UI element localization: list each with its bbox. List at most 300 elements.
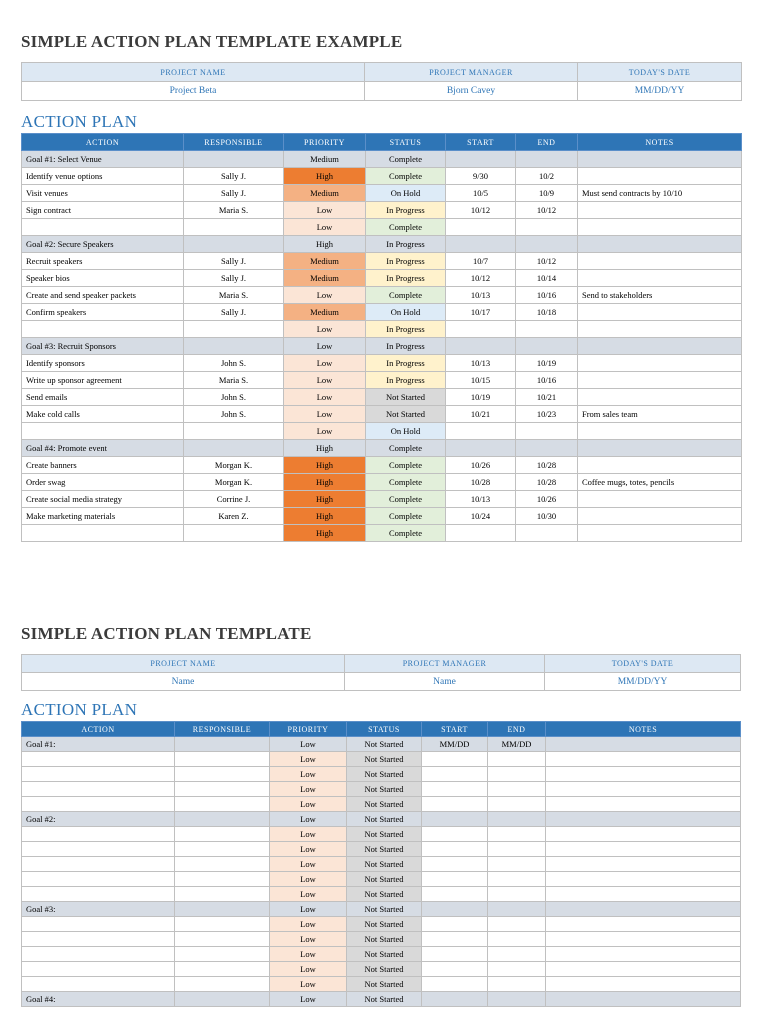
project-name-value[interactable]: Name — [22, 673, 345, 691]
action-cell[interactable] — [22, 423, 184, 440]
status-cell[interactable]: Not Started — [347, 752, 422, 767]
notes-cell[interactable] — [546, 977, 741, 992]
action-cell[interactable] — [22, 947, 175, 962]
priority-cell[interactable]: Medium — [284, 151, 366, 168]
priority-cell[interactable]: Low — [270, 887, 347, 902]
status-cell[interactable]: Complete — [366, 491, 446, 508]
status-cell[interactable]: Complete — [366, 151, 446, 168]
notes-cell[interactable] — [578, 491, 742, 508]
action-cell[interactable]: Goal #3: — [22, 902, 175, 917]
action-cell[interactable]: Create banners — [22, 457, 184, 474]
priority-cell[interactable]: Low — [270, 842, 347, 857]
start-cell[interactable] — [446, 525, 516, 542]
action-cell[interactable] — [22, 962, 175, 977]
start-cell[interactable]: 10/15 — [446, 372, 516, 389]
priority-cell[interactable]: Low — [284, 287, 366, 304]
status-cell[interactable]: Complete — [366, 508, 446, 525]
table-row — [22, 827, 741, 842]
responsible-cell[interactable]: Sally J. — [184, 253, 284, 270]
responsible-cell[interactable] — [175, 992, 270, 1007]
table-row — [22, 947, 741, 962]
notes-cell[interactable]: Coffee mugs, totes, pencils — [578, 474, 742, 491]
status-cell[interactable]: On Hold — [366, 304, 446, 321]
end-cell[interactable]: MM/DD — [488, 737, 546, 752]
end-cell[interactable] — [488, 992, 546, 1007]
responsible-cell[interactable] — [175, 812, 270, 827]
status-cell[interactable]: On Hold — [366, 185, 446, 202]
status-cell[interactable]: In Progress — [366, 202, 446, 219]
end-cell[interactable]: 10/23 — [516, 406, 578, 423]
action-cell[interactable] — [22, 842, 175, 857]
status-cell[interactable]: Not Started — [347, 872, 422, 887]
end-cell[interactable]: 10/18 — [516, 304, 578, 321]
status-cell[interactable]: Not Started — [347, 767, 422, 782]
end-cell[interactable]: 10/14 — [516, 270, 578, 287]
action-cell[interactable]: Goal #2: — [22, 812, 175, 827]
start-cell[interactable]: 10/12 — [446, 270, 516, 287]
end-cell[interactable] — [488, 827, 546, 842]
responsible-cell[interactable] — [184, 338, 284, 355]
notes-cell[interactable] — [546, 992, 741, 1007]
notes-cell[interactable]: From sales team — [578, 406, 742, 423]
responsible-cell[interactable]: Maria S. — [184, 202, 284, 219]
end-cell[interactable] — [488, 977, 546, 992]
date-value[interactable]: MM/DD/YY — [545, 673, 741, 691]
status-cell[interactable]: Not Started — [347, 812, 422, 827]
responsible-cell[interactable] — [175, 932, 270, 947]
end-cell[interactable] — [488, 767, 546, 782]
status-cell[interactable]: In Progress — [366, 355, 446, 372]
notes-cell[interactable] — [546, 872, 741, 887]
action-cell[interactable]: Write up sponsor agreement — [22, 372, 184, 389]
action-cell[interactable]: Make cold calls — [22, 406, 184, 423]
start-cell[interactable]: 10/17 — [446, 304, 516, 321]
responsible-cell[interactable]: Sally J. — [184, 270, 284, 287]
table-row — [22, 372, 742, 389]
start-cell[interactable]: 10/19 — [446, 389, 516, 406]
start-cell[interactable] — [422, 857, 488, 872]
responsible-cell[interactable] — [175, 947, 270, 962]
notes-cell[interactable] — [578, 355, 742, 372]
priority-cell[interactable]: Low — [270, 782, 347, 797]
status-cell[interactable]: In Progress — [366, 338, 446, 355]
start-cell[interactable] — [422, 962, 488, 977]
status-cell[interactable]: Not Started — [366, 406, 446, 423]
end-cell[interactable] — [488, 917, 546, 932]
priority-cell[interactable]: Medium — [284, 185, 366, 202]
notes-cell[interactable]: Send to stakeholders — [578, 287, 742, 304]
start-cell[interactable] — [422, 842, 488, 857]
priority-cell[interactable]: High — [284, 525, 366, 542]
end-cell[interactable] — [488, 842, 546, 857]
start-cell[interactable] — [422, 992, 488, 1007]
action-cell[interactable]: Goal #4: Promote event — [22, 440, 184, 457]
responsible-cell[interactable]: Sally J. — [184, 304, 284, 321]
notes-cell[interactable] — [546, 767, 741, 782]
action-cell[interactable]: Goal #4: — [22, 992, 175, 1007]
end-cell[interactable] — [488, 947, 546, 962]
start-cell[interactable]: 10/13 — [446, 491, 516, 508]
priority-cell[interactable]: Low — [284, 202, 366, 219]
priority-cell[interactable]: Low — [270, 902, 347, 917]
notes-cell[interactable] — [546, 902, 741, 917]
priority-cell[interactable]: Low — [284, 372, 366, 389]
end-cell[interactable] — [516, 440, 578, 457]
end-cell[interactable] — [516, 219, 578, 236]
responsible-cell[interactable] — [175, 917, 270, 932]
action-cell[interactable]: Recruit speakers — [22, 253, 184, 270]
action-cell[interactable] — [22, 782, 175, 797]
priority-cell[interactable]: Low — [270, 992, 347, 1007]
priority-cell[interactable]: High — [284, 474, 366, 491]
responsible-cell[interactable] — [175, 977, 270, 992]
notes-cell[interactable] — [546, 797, 741, 812]
responsible-cell[interactable] — [175, 842, 270, 857]
responsible-cell[interactable] — [175, 962, 270, 977]
notes-cell[interactable] — [578, 151, 742, 168]
end-cell[interactable] — [516, 525, 578, 542]
notes-cell[interactable] — [578, 338, 742, 355]
status-cell[interactable]: Not Started — [347, 887, 422, 902]
action-cell[interactable] — [22, 752, 175, 767]
status-cell[interactable]: Complete — [366, 525, 446, 542]
notes-cell[interactable] — [578, 372, 742, 389]
end-cell[interactable] — [488, 887, 546, 902]
status-cell[interactable]: Not Started — [347, 827, 422, 842]
action-cell[interactable] — [22, 872, 175, 887]
start-cell[interactable] — [422, 767, 488, 782]
action-cell[interactable] — [22, 525, 184, 542]
priority-cell[interactable]: Low — [284, 406, 366, 423]
responsible-cell[interactable] — [184, 321, 284, 338]
start-cell[interactable] — [446, 151, 516, 168]
project-name-value[interactable]: Project Beta — [22, 82, 365, 101]
end-cell[interactable]: 10/26 — [516, 491, 578, 508]
start-cell[interactable]: 10/24 — [446, 508, 516, 525]
notes-cell[interactable] — [578, 304, 742, 321]
responsible-cell[interactable] — [175, 872, 270, 887]
start-cell[interactable] — [422, 947, 488, 962]
notes-cell[interactable] — [578, 321, 742, 338]
responsible-cell[interactable]: John S. — [184, 406, 284, 423]
start-cell[interactable] — [422, 812, 488, 827]
responsible-cell[interactable]: Morgan K. — [184, 474, 284, 491]
responsible-cell[interactable] — [175, 797, 270, 812]
status-cell[interactable]: Not Started — [347, 962, 422, 977]
responsible-cell[interactable] — [175, 902, 270, 917]
priority-cell[interactable]: High — [284, 508, 366, 525]
date-value[interactable]: MM/DD/YY — [578, 82, 742, 101]
responsible-cell[interactable]: Maria S. — [184, 287, 284, 304]
end-cell[interactable]: 10/12 — [516, 202, 578, 219]
priority-cell[interactable]: Low — [270, 962, 347, 977]
end-cell[interactable] — [488, 962, 546, 977]
start-cell[interactable]: 10/13 — [446, 287, 516, 304]
start-cell[interactable] — [422, 797, 488, 812]
action-cell[interactable]: Goal #2: Secure Speakers — [22, 236, 184, 253]
start-cell[interactable] — [446, 236, 516, 253]
responsible-cell[interactable] — [184, 151, 284, 168]
priority-cell[interactable]: Low — [270, 917, 347, 932]
priority-cell[interactable]: Low — [270, 797, 347, 812]
end-cell[interactable]: 10/16 — [516, 372, 578, 389]
priority-cell[interactable]: Low — [270, 947, 347, 962]
start-cell[interactable] — [422, 827, 488, 842]
action-cell[interactable]: Speaker bios — [22, 270, 184, 287]
notes-cell[interactable]: Must send contracts by 10/10 — [578, 185, 742, 202]
table-row — [22, 917, 741, 932]
end-cell[interactable]: 10/19 — [516, 355, 578, 372]
notes-cell[interactable] — [578, 253, 742, 270]
start-cell[interactable]: 10/7 — [446, 253, 516, 270]
priority-cell[interactable]: High — [284, 440, 366, 457]
priority-cell[interactable]: Low — [284, 355, 366, 372]
priority-cell[interactable]: Low — [270, 872, 347, 887]
notes-cell[interactable] — [546, 932, 741, 947]
status-cell[interactable]: On Hold — [366, 423, 446, 440]
action-cell[interactable] — [22, 857, 175, 872]
status-cell[interactable]: Complete — [366, 219, 446, 236]
priority-cell[interactable]: Low — [270, 812, 347, 827]
status-cell[interactable]: Not Started — [347, 917, 422, 932]
priority-cell[interactable]: Low — [270, 752, 347, 767]
action-cell[interactable] — [22, 219, 184, 236]
end-cell[interactable]: 10/28 — [516, 457, 578, 474]
action-cell[interactable]: Identify sponsors — [22, 355, 184, 372]
end-cell[interactable] — [488, 812, 546, 827]
priority-cell[interactable]: Low — [284, 338, 366, 355]
start-cell[interactable] — [422, 902, 488, 917]
status-cell[interactable]: Complete — [366, 168, 446, 185]
status-cell[interactable]: Complete — [366, 457, 446, 474]
priority-cell[interactable]: Low — [270, 767, 347, 782]
responsible-cell[interactable]: Karen Z. — [184, 508, 284, 525]
action-cell[interactable]: Make marketing materials — [22, 508, 184, 525]
status-cell[interactable]: In Progress — [366, 372, 446, 389]
end-cell[interactable] — [488, 872, 546, 887]
status-cell[interactable]: Not Started — [347, 857, 422, 872]
start-cell[interactable] — [422, 872, 488, 887]
status-cell[interactable]: Complete — [366, 440, 446, 457]
priority-cell[interactable]: Low — [270, 932, 347, 947]
end-cell[interactable] — [516, 236, 578, 253]
priority-cell[interactable]: Low — [270, 737, 347, 752]
start-cell[interactable]: 10/13 — [446, 355, 516, 372]
priority-cell[interactable]: High — [284, 168, 366, 185]
end-cell[interactable] — [516, 151, 578, 168]
notes-cell[interactable] — [578, 236, 742, 253]
priority-cell[interactable]: Medium — [284, 253, 366, 270]
start-cell[interactable] — [422, 932, 488, 947]
start-cell[interactable] — [446, 423, 516, 440]
end-cell[interactable]: 10/2 — [516, 168, 578, 185]
end-cell[interactable] — [488, 797, 546, 812]
notes-cell[interactable] — [546, 812, 741, 827]
action-cell[interactable]: Identify venue options — [22, 168, 184, 185]
action-cell[interactable] — [22, 767, 175, 782]
priority-cell[interactable]: Low — [270, 977, 347, 992]
responsible-cell[interactable] — [175, 857, 270, 872]
responsible-cell[interactable] — [184, 423, 284, 440]
priority-cell[interactable]: Low — [284, 219, 366, 236]
status-cell[interactable]: In Progress — [366, 321, 446, 338]
end-cell[interactable] — [488, 932, 546, 947]
status-cell[interactable]: Complete — [366, 287, 446, 304]
responsible-cell[interactable] — [175, 752, 270, 767]
action-cell[interactable] — [22, 797, 175, 812]
start-cell[interactable] — [422, 782, 488, 797]
start-cell[interactable] — [446, 440, 516, 457]
priority-cell[interactable]: Low — [284, 389, 366, 406]
action-cell[interactable] — [22, 827, 175, 842]
responsible-cell[interactable] — [175, 737, 270, 752]
start-cell[interactable] — [446, 338, 516, 355]
action-cell[interactable] — [22, 917, 175, 932]
start-cell[interactable]: 10/26 — [446, 457, 516, 474]
action-cell[interactable]: Create and send speaker packets — [22, 287, 184, 304]
responsible-cell[interactable]: John S. — [184, 389, 284, 406]
responsible-cell[interactable] — [175, 887, 270, 902]
notes-cell[interactable] — [546, 962, 741, 977]
action-cell[interactable]: Goal #1: — [22, 737, 175, 752]
status-cell[interactable]: Not Started — [347, 737, 422, 752]
start-cell[interactable] — [446, 321, 516, 338]
responsible-cell[interactable]: Sally J. — [184, 168, 284, 185]
action-cell[interactable]: Goal #3: Recruit Sponsors — [22, 338, 184, 355]
status-cell[interactable]: Not Started — [347, 932, 422, 947]
start-cell[interactable]: 9/30 — [446, 168, 516, 185]
start-cell[interactable]: MM/DD — [422, 737, 488, 752]
status-cell[interactable]: Not Started — [347, 902, 422, 917]
priority-cell[interactable]: Medium — [284, 270, 366, 287]
notes-cell[interactable] — [578, 525, 742, 542]
responsible-cell[interactable]: Maria S. — [184, 372, 284, 389]
status-cell[interactable]: Not Started — [347, 977, 422, 992]
end-cell[interactable] — [488, 902, 546, 917]
action-cell[interactable]: Send emails — [22, 389, 184, 406]
notes-cell[interactable] — [578, 440, 742, 457]
notes-cell[interactable] — [546, 857, 741, 872]
status-cell[interactable]: Not Started — [347, 797, 422, 812]
end-cell[interactable] — [488, 857, 546, 872]
notes-cell[interactable] — [578, 457, 742, 474]
action-cell[interactable] — [22, 887, 175, 902]
end-cell[interactable] — [488, 752, 546, 767]
status-cell[interactable]: Complete — [366, 474, 446, 491]
responsible-cell[interactable] — [175, 827, 270, 842]
responsible-cell[interactable] — [184, 525, 284, 542]
start-cell[interactable]: 10/12 — [446, 202, 516, 219]
priority-cell[interactable]: High — [284, 491, 366, 508]
action-cell[interactable]: Confirm speakers — [22, 304, 184, 321]
responsible-cell[interactable]: Sally J. — [184, 185, 284, 202]
end-cell[interactable]: 10/12 — [516, 253, 578, 270]
notes-cell[interactable] — [546, 947, 741, 962]
action-cell[interactable]: Visit venues — [22, 185, 184, 202]
priority-cell[interactable]: High — [284, 236, 366, 253]
end-cell[interactable]: 10/16 — [516, 287, 578, 304]
priority-cell[interactable]: Low — [284, 423, 366, 440]
goal-row — [22, 812, 741, 827]
notes-cell[interactable] — [546, 782, 741, 797]
template-action-plan-heading: ACTION PLAN — [21, 700, 138, 719]
priority-cell[interactable]: Low — [270, 827, 347, 842]
start-cell[interactable] — [422, 917, 488, 932]
responsible-cell[interactable]: Morgan K. — [184, 457, 284, 474]
start-cell[interactable] — [422, 977, 488, 992]
status-cell[interactable]: Not Started — [347, 782, 422, 797]
priority-cell[interactable]: Low — [270, 857, 347, 872]
responsible-cell[interactable]: John S. — [184, 355, 284, 372]
start-cell[interactable] — [446, 219, 516, 236]
status-cell[interactable]: Not Started — [347, 947, 422, 962]
start-cell[interactable] — [422, 887, 488, 902]
notes-cell[interactable] — [578, 423, 742, 440]
responsible-cell[interactable] — [184, 236, 284, 253]
start-cell[interactable]: 10/21 — [446, 406, 516, 423]
action-cell[interactable]: Order swag — [22, 474, 184, 491]
status-cell[interactable]: In Progress — [366, 253, 446, 270]
priority-cell[interactable]: Low — [284, 321, 366, 338]
priority-cell[interactable]: Medium — [284, 304, 366, 321]
end-cell[interactable]: 10/28 — [516, 474, 578, 491]
end-cell[interactable] — [516, 338, 578, 355]
responsible-cell[interactable] — [184, 440, 284, 457]
action-cell[interactable] — [22, 977, 175, 992]
priority-cell[interactable]: High — [284, 457, 366, 474]
notes-cell[interactable] — [578, 219, 742, 236]
action-cell[interactable]: Goal #1: Select Venue — [22, 151, 184, 168]
start-cell[interactable]: 10/28 — [446, 474, 516, 491]
status-cell[interactable]: Not Started — [347, 992, 422, 1007]
responsible-cell[interactable] — [175, 782, 270, 797]
end-cell[interactable] — [488, 782, 546, 797]
status-cell[interactable]: In Progress — [366, 236, 446, 253]
action-cell[interactable]: Create social media strategy — [22, 491, 184, 508]
action-cell[interactable] — [22, 932, 175, 947]
action-cell[interactable] — [22, 321, 184, 338]
status-cell[interactable]: Not Started — [347, 842, 422, 857]
notes-cell[interactable] — [546, 917, 741, 932]
status-cell[interactable]: Not Started — [366, 389, 446, 406]
end-cell[interactable]: 10/21 — [516, 389, 578, 406]
end-cell[interactable]: 10/9 — [516, 185, 578, 202]
notes-cell[interactable] — [546, 827, 741, 842]
status-cell[interactable]: In Progress — [366, 270, 446, 287]
notes-cell[interactable] — [578, 508, 742, 525]
action-cell[interactable]: Sign contract — [22, 202, 184, 219]
notes-cell[interactable] — [578, 202, 742, 219]
notes-cell[interactable] — [546, 842, 741, 857]
responsible-cell[interactable] — [184, 219, 284, 236]
notes-cell[interactable] — [578, 168, 742, 185]
responsible-cell[interactable] — [175, 767, 270, 782]
end-cell[interactable] — [516, 321, 578, 338]
start-cell[interactable]: 10/5 — [446, 185, 516, 202]
notes-cell[interactable] — [546, 752, 741, 767]
notes-cell[interactable] — [578, 389, 742, 406]
end-cell[interactable]: 10/30 — [516, 508, 578, 525]
notes-cell[interactable] — [578, 270, 742, 287]
end-cell[interactable] — [516, 423, 578, 440]
responsible-cell[interactable]: Corrine J. — [184, 491, 284, 508]
project-manager-value[interactable]: Name — [345, 673, 545, 691]
notes-cell[interactable] — [546, 737, 741, 752]
template-title: SIMPLE ACTION PLAN TEMPLATE — [21, 624, 312, 643]
project-manager-value[interactable]: Bjorn Cavey — [365, 82, 578, 101]
notes-cell[interactable] — [546, 887, 741, 902]
start-cell[interactable] — [422, 752, 488, 767]
